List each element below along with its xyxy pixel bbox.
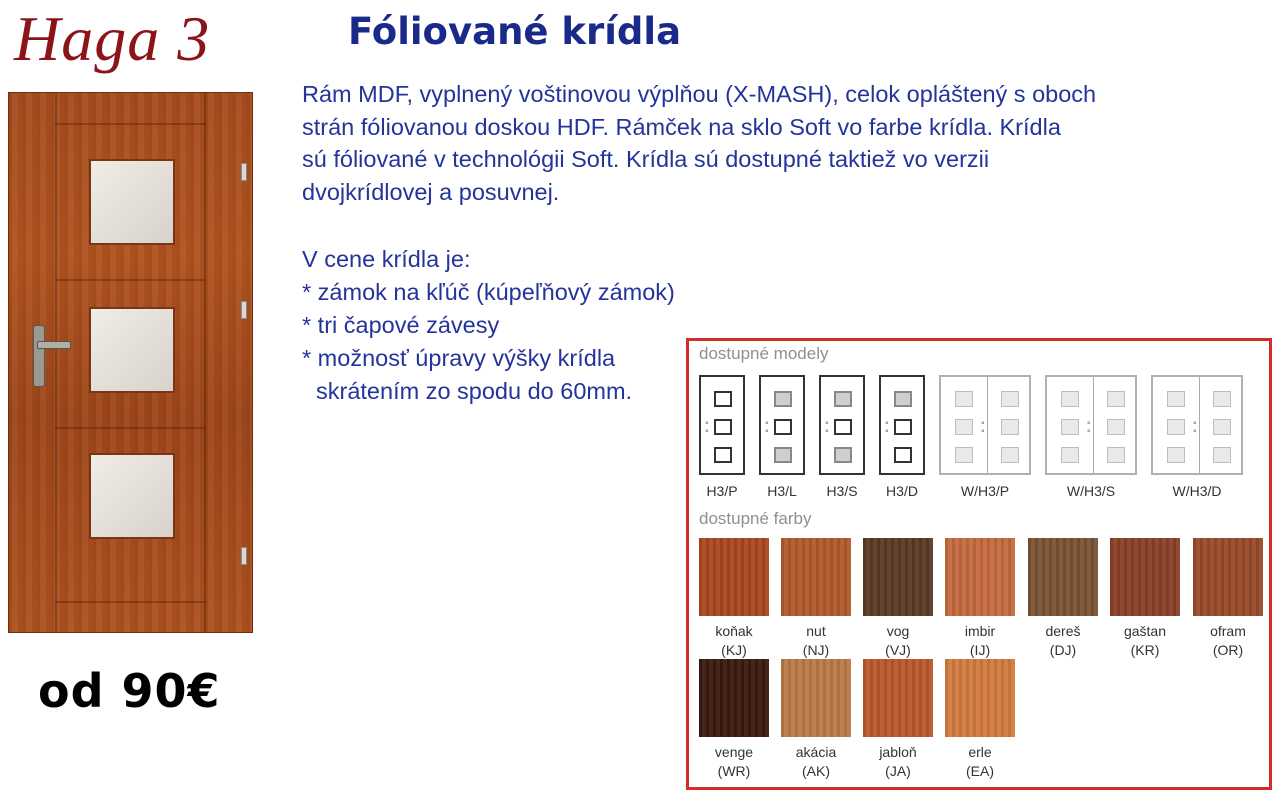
door-pane-icon [774, 447, 792, 463]
door-pane-icon [1107, 419, 1125, 435]
door-thumbnail [1045, 375, 1137, 475]
model-code: W/H3/P [960, 483, 1010, 499]
door-pane-icon [1167, 447, 1185, 463]
knob-icon: ° ° [765, 420, 769, 438]
catalog-panel [686, 338, 1272, 790]
color-chip [781, 659, 851, 737]
model-code: H3/P [706, 483, 738, 499]
color-chip [1028, 538, 1098, 616]
models-label: dostupné modely [699, 344, 829, 363]
knob-icon: ° ° [825, 420, 829, 438]
included-heading: V cene krídla je: [302, 246, 471, 272]
color-chip [863, 659, 933, 737]
model-code: H3/S [826, 483, 858, 499]
color-label: nut (NJ) [802, 623, 830, 658]
hinge-icon [241, 163, 247, 181]
color-swatch-nj [781, 538, 851, 660]
door-glass-pane [89, 453, 175, 539]
color-label: dereš (DJ) [1045, 623, 1081, 658]
color-swatch-ij [945, 538, 1015, 660]
door-pane-icon [834, 447, 852, 463]
color-label: akácia (AK) [795, 744, 837, 779]
door-thumbnail [759, 375, 805, 475]
door-pane-icon [955, 391, 973, 407]
door-pane-icon [894, 391, 912, 407]
door-pane-icon [1061, 447, 1079, 463]
color-label: gaštan (KR) [1123, 623, 1167, 658]
knob-icon: ° ° [1087, 420, 1091, 438]
color-label: venge (WR) [714, 744, 754, 779]
door-model-w-h3-d [1151, 375, 1243, 499]
color-chip [699, 659, 769, 737]
page-title: Fóliované krídla [348, 10, 682, 53]
door-pane-icon [1213, 447, 1231, 463]
color-swatch-kj [699, 538, 769, 660]
door-pane-icon [834, 391, 852, 407]
door-model-w-h3-p [939, 375, 1031, 499]
door-pane-icon [774, 419, 792, 435]
colors-label: dostupné farby [699, 509, 812, 528]
door-glass-pane [89, 307, 175, 393]
door-thumbnail [699, 375, 745, 475]
door-thumbnail [879, 375, 925, 475]
door-thumbnail [1151, 375, 1243, 475]
color-label: vog (VJ) [885, 623, 911, 658]
color-label: ofram (OR) [1210, 623, 1246, 658]
knob-icon: ° ° [1193, 420, 1197, 438]
door-model-h3-s [819, 375, 865, 499]
door-thumbnail [939, 375, 1031, 475]
door-pane-icon [1061, 419, 1079, 435]
door-pane-icon [955, 419, 973, 435]
model-code: W/H3/S [1066, 483, 1116, 499]
door-pane-icon [714, 447, 732, 463]
door-pane-icon [1107, 447, 1125, 463]
description-line: dvojkrídlovej a posuvnej. [302, 178, 560, 205]
color-label: erle (EA) [966, 744, 994, 779]
included-item: skrátením zo spodu do 60mm. [316, 378, 633, 404]
color-swatch-ea [945, 659, 1015, 781]
description-line: sú fóliované v technológii Soft. Krídla sú dostupné taktiež vo verzii [302, 146, 990, 172]
door-model-w-h3-s [1045, 375, 1137, 499]
color-chip [863, 538, 933, 616]
knob-icon: ° ° [885, 420, 889, 438]
color-label: jabloň (JA) [879, 744, 917, 779]
color-chip [699, 538, 769, 616]
color-chip [945, 538, 1015, 616]
color-swatch-or [1193, 538, 1263, 660]
color-chip [945, 659, 1015, 737]
model-code: H3/L [767, 483, 797, 499]
price-label: od 90€ [38, 664, 221, 718]
door-model-h3-p [699, 375, 745, 499]
included-item: * tri čapové závesy [302, 312, 500, 338]
door-pane-icon [834, 419, 852, 435]
door-pane-icon [1167, 391, 1185, 407]
door-glass-pane [89, 159, 175, 245]
hinge-icon [241, 547, 247, 565]
model-code: W/H3/D [1172, 483, 1222, 499]
knob-icon: ° ° [981, 420, 985, 438]
included-item: * zámok na kľúč (kúpeľňový zámok) [302, 279, 675, 305]
brand-logo: Haga 3 [14, 3, 211, 74]
color-swatch-kr [1110, 538, 1180, 660]
color-swatch-wr [699, 659, 769, 781]
color-swatch-dj [1028, 538, 1098, 660]
knob-icon: ° ° [705, 420, 709, 438]
door-pane-icon [1001, 419, 1019, 435]
door-pane-icon [1107, 391, 1125, 407]
door-model-h3-d [879, 375, 925, 499]
color-chip [781, 538, 851, 616]
door-pane-icon [1061, 391, 1079, 407]
door-pane-icon [714, 391, 732, 407]
door-pane-icon [1001, 391, 1019, 407]
color-chip [1193, 538, 1263, 616]
description-line: Rám MDF, vyplnený voštinovou výplňou (X-MASH), celok opláštený s oboch [302, 81, 1097, 107]
model-code: H3/D [886, 483, 918, 499]
door-handle-icon [33, 325, 45, 387]
color-swatch-vj [863, 538, 933, 660]
door-pane-icon [894, 447, 912, 463]
color-label: koňak (KJ) [715, 623, 753, 658]
color-swatch-ja [863, 659, 933, 781]
description-line: strán fóliovanou doskou HDF. Rámček na sklo Soft vo farbe krídla. Krídla [302, 113, 1061, 140]
included-items [302, 243, 742, 408]
door-pane-icon [714, 419, 732, 435]
hinge-icon [241, 301, 247, 319]
door-pane-icon [1167, 419, 1185, 435]
door-pane-icon [1213, 419, 1231, 435]
door-pane-icon [1001, 447, 1019, 463]
color-swatch-ak [781, 659, 851, 781]
color-label: imbir (IJ) [964, 623, 996, 658]
door-illustration [8, 92, 253, 633]
color-chip [1110, 538, 1180, 616]
door-pane-icon [774, 391, 792, 407]
door-pane-icon [894, 419, 912, 435]
door-pane-icon [955, 447, 973, 463]
door-thumbnail [819, 375, 865, 475]
door-pane-icon [1213, 391, 1231, 407]
door-model-h3-l [759, 375, 805, 499]
product-description [302, 78, 1262, 208]
included-item: * možnosť úpravy výšky krídla [302, 345, 616, 371]
